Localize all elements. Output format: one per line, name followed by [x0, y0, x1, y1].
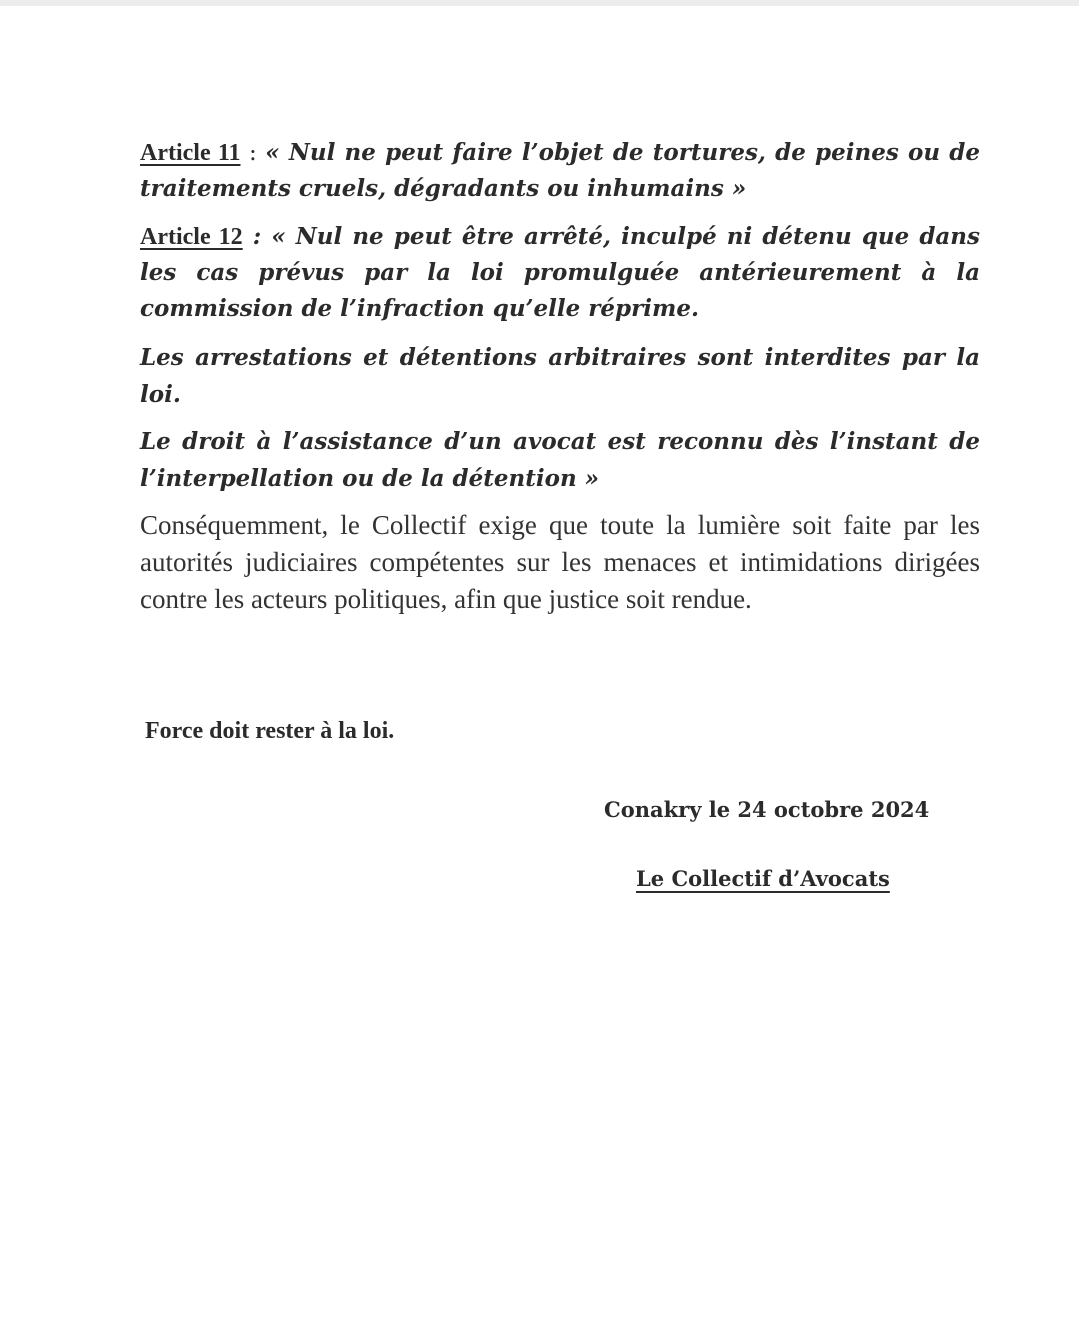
article-separator: : [240, 140, 266, 166]
top-band [0, 0, 1079, 6]
article-12-paragraph: Le droit à l’assistance d’un avocat est reconnu dès l’instant de l’interpellation ou de la détention » [140, 428, 980, 492]
article-12 [140, 219, 980, 327]
conclusion-paragraph: Conséquemment, le Collectif exige que toute la lumière soit faite par les autorités judiciaires compétentes sur les menaces et intimidations dirigées contre les acteurs politiques, afin que justice soit rendue. [140, 510, 980, 614]
signature: Le Collectif d’Avocats [636, 866, 890, 891]
article-text: « Nul ne peut faire l’objet de tortures, de peines ou de traitements cruels, dégradants ou inhumains » [140, 139, 980, 202]
closing-statement: Force doit rester à la loi. [145, 718, 395, 744]
article-text: « Nul ne peut être arrêté, inculpé ni détenu que dans les cas prévus par la loi promulguée antérieurement à la commission de l’infraction qu’elle réprime. [140, 223, 980, 322]
article-11 [140, 135, 980, 207]
article-separator: : [242, 223, 272, 250]
document-body [140, 135, 980, 618]
article-label: Article 11 [140, 140, 241, 166]
place-date: Conakry le 24 octobre 2024 [604, 797, 930, 822]
article-12-paragraph: Les arrestations et détentions arbitraires sont interdites par la loi. [140, 344, 980, 408]
article-label: Article 12 [140, 224, 243, 250]
